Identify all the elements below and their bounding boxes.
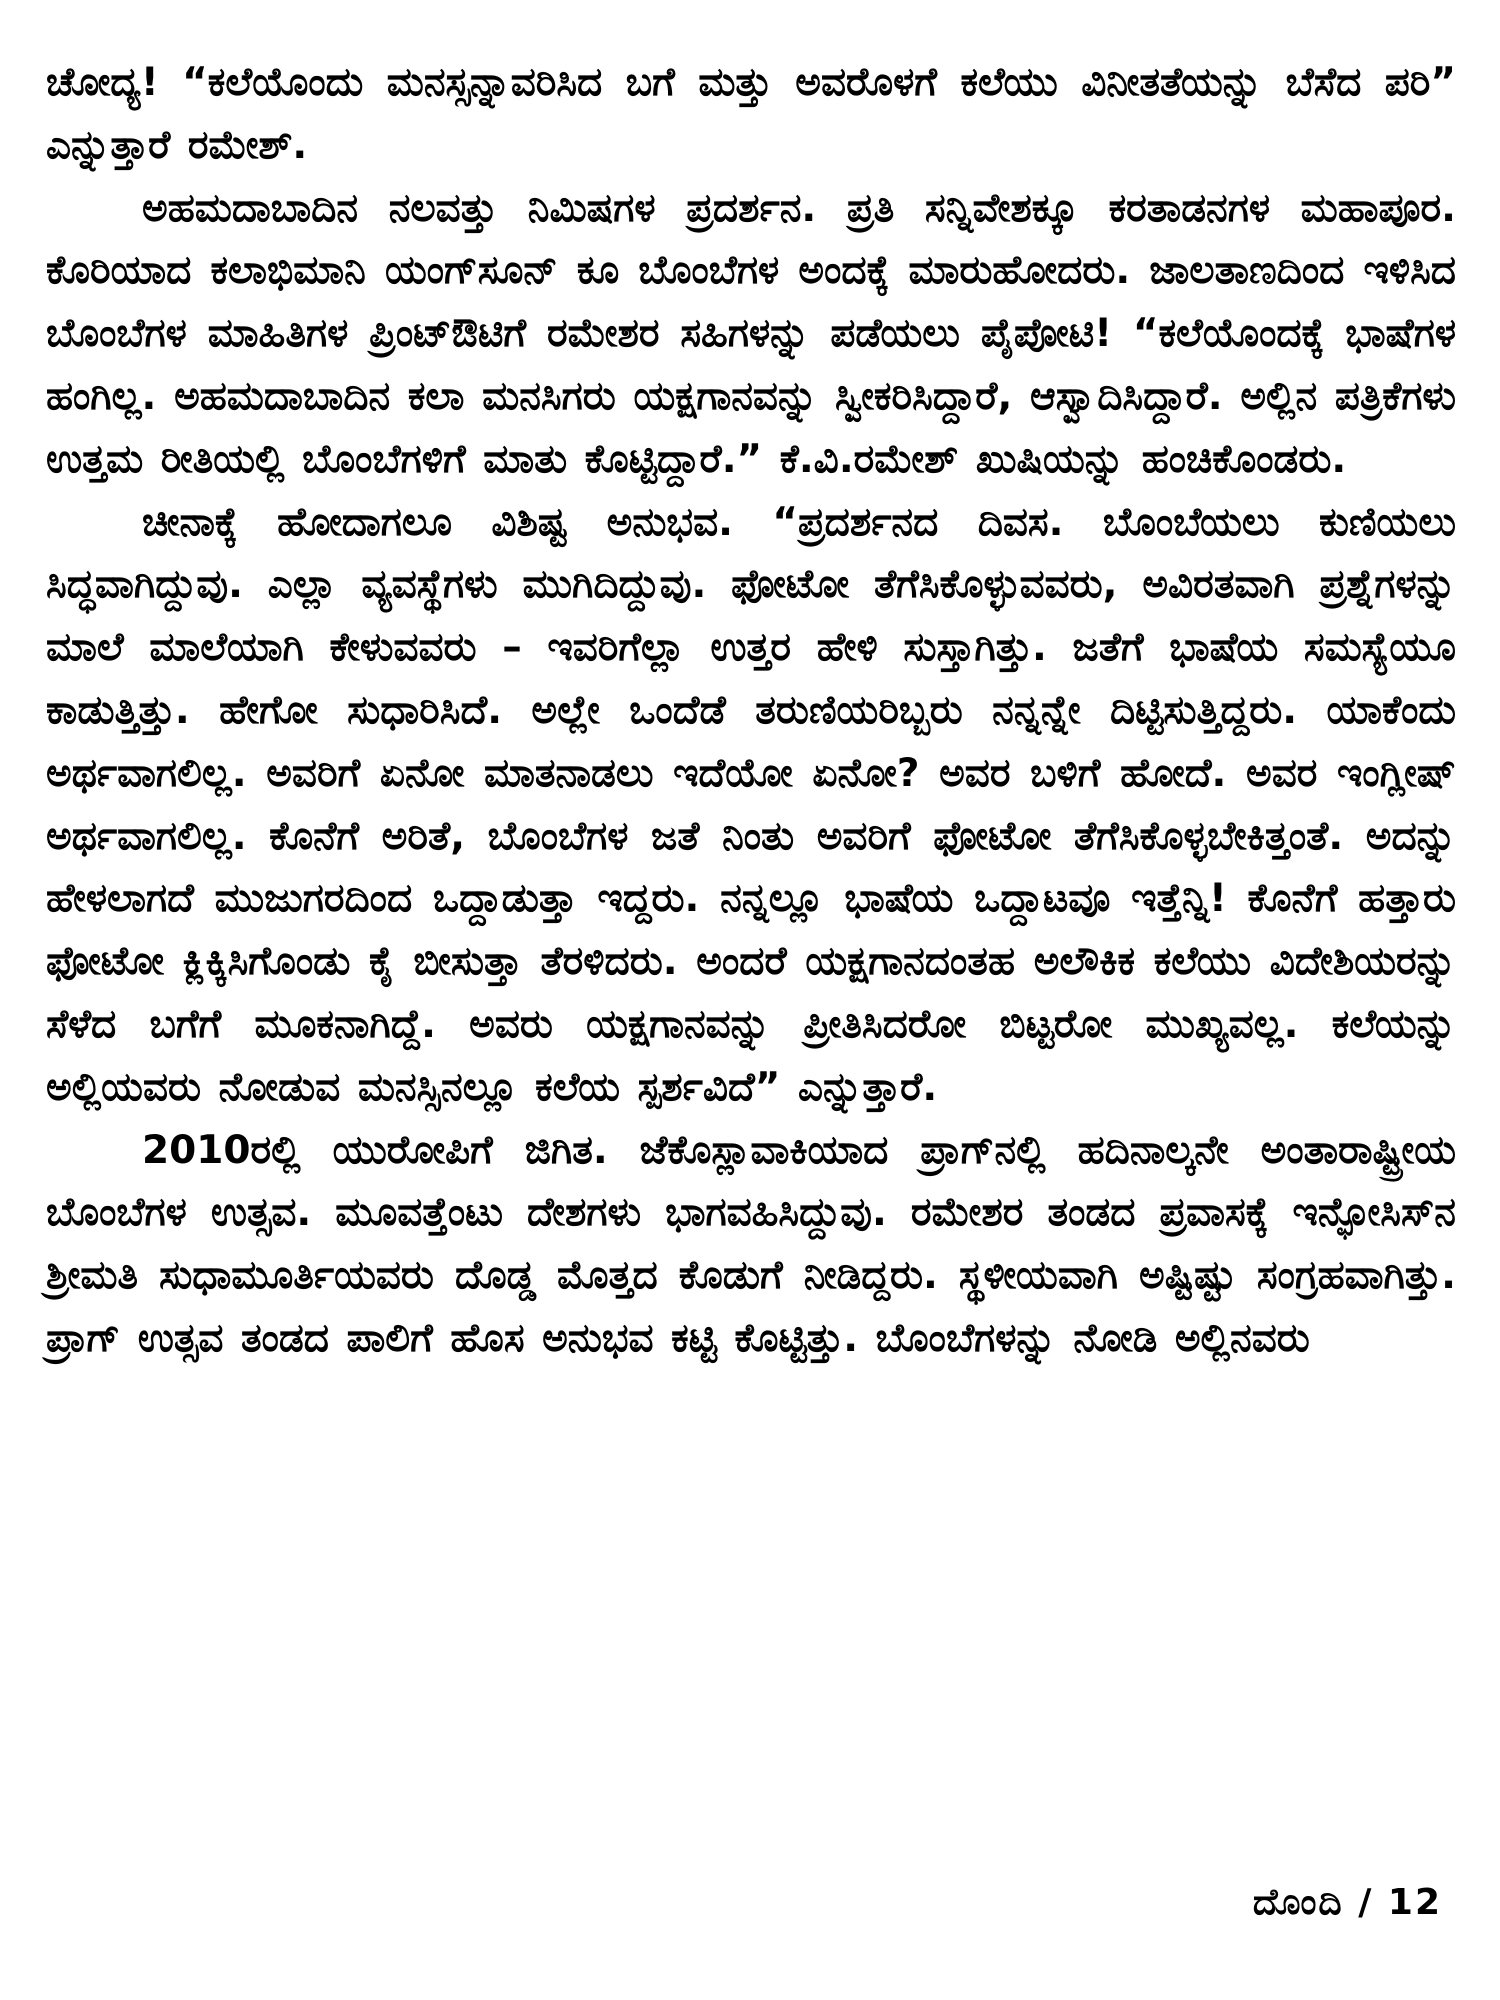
page-body <box>46 52 1456 1371</box>
page-footer: ದೊಂದಿ / 12 <box>1252 1882 1442 1923</box>
paragraph-4: 2010ರಲ್ಲಿ ಯುರೋಪಿಗೆ ಜಿಗಿತ. ಜೆಕೊಸ್ಲಾವಾಕಿಯಾದ ಪ್ರಾಗ್‌ನಲ್ಲಿ ಹದಿನಾಲ್ಕನೇ ಅಂತಾರಾಷ್ಟ್ರೀಯ ಬೊಂಬೆಗಳ ಉತ್ಸವ. ಮೂವತ್ತೆಂಟು ದೇಶಗಳು ಭಾಗವಹಿಸಿದ್ದುವು. ರಮೇಶರ ತಂಡದ ಪ್ರವಾಸಕ್ಕೆ ಇನ್ಫೋಸಿಸ್‌ನ ಶ್ರೀಮತಿ ಸುಧಾಮೂರ್ತಿಯವರು ದೊಡ್ಡ ಮೊತ್ತದ ಕೊಡುಗೆ ನೀಡಿದ್ದರು. ಸ್ಥಳೀಯವಾಗಿ ಅಷ್ಟಿಷ್ಟು ಸಂಗ್ರಹವಾಗಿತ್ತು. ಪ್ರಾಗ್ ಉತ್ಸವ ತಂಡದ ಪಾಲಿಗೆ ಹೊಸ ಅನುಭವ ಕಟ್ಟಿ ಕೊಟ್ಟಿತ್ತು. ಬೊಂಬೆಗಳನ್ನು ನೋಡಿ ಅಲ್ಲಿನವರು <box>46 1127 1456 1361</box>
paragraph-2: ಅಹಮದಾಬಾದಿನ ನಲವತ್ತು ನಿಮಿಷಗಳ ಪ್ರದರ್ಶನ. ಪ್ರತಿ ಸನ್ನಿವೇಶಕ್ಕೂ ಕರತಾಡನಗಳ ಮಹಾಪೂರ. ಕೊರಿಯಾದ ಕಲಾಭಿಮಾನಿ ಯಂಗ್‌ಸೂನ್ ಕೂ ಬೊಂಬೆಗಳ ಅಂದಕ್ಕೆ ಮಾರುಹೋದರು. ಜಾಲತಾಣದಿಂದ ಇಳಿಸಿದ ಬೊಂಬೆಗಳ ಮಾಹಿತಿಗಳ ಪ್ರಿಂಟ್‌ಔಟಿಗೆ ರಮೇಶರ ಸಹಿಗಳನ್ನು ಪಡೆಯಲು ಪೈಪೋಟಿ! “ಕಲೆಯೊಂದಕ್ಕೆ ಭಾಷೆಗಳ ಹಂಗಿಲ್ಲ. ಅಹಮದಾಬಾದಿನ ಕಲಾ ಮನಸಿಗರು ಯಕ್ಷಗಾನವನ್ನು ಸ್ವೀಕರಿಸಿದ್ದಾರೆ, ಆಸ್ವಾದಿಸಿದ್ದಾರೆ. ಅಲ್ಲಿನ ಪತ್ರಿಕೆಗಳು ಉತ್ತಮ ರೀತಿಯಲ್ಲಿ ಬೊಂಬೆಗಳಿಗೆ ಮಾತು ಕೊಟ್ಟಿದ್ದಾರೆ.” ಕೆ.ವಿ.ರಮೇಶ್ ಖುಷಿಯನ್ನು ಹಂಚಿಕೊಂಡರು. <box>46 185 1456 482</box>
paragraph-1: ಚೋದ್ಯ! “ಕಲೆಯೊಂದು ಮನಸ್ಸನ್ನಾವರಿಸಿದ ಬಗೆ ಮತ್ತು ಅವರೊಳಗೆ ಕಲೆಯು ವಿನೀತತೆಯನ್ನು ಬೆಸೆದ ಪರಿ” ಎನ್ನುತ್ತಾರೆ ರಮೇಶ್. <box>46 60 1456 168</box>
paragraph-3: ಚೀನಾಕ್ಕೆ ಹೋದಾಗಲೂ ವಿಶಿಷ್ಟ ಅನುಭವ. “ಪ್ರದರ್ಶನದ ದಿವಸ. ಬೊಂಬೆಯಲು ಕುಣಿಯಲು ಸಿದ್ಧವಾಗಿದ್ದುವು. ಎಲ್ಲಾ ವ್ಯವಸ್ಥೆಗಳು ಮುಗಿದಿದ್ದುವು. ಫೋಟೋ ತೆಗೆಸಿಕೊಳ್ಳುವವರು, ಅವಿರತವಾಗಿ ಪ್ರಶ್ನೆಗಳನ್ನು ಮಾಲೆ ಮಾಲೆಯಾಗಿ ಕೇಳುವವರು – ಇವರಿಗೆಲ್ಲಾ ಉತ್ತರ ಹೇಳಿ ಸುಸ್ತಾಗಿತ್ತು. ಜತೆಗೆ ಭಾಷೆಯ ಸಮಸ್ಯೆಯೂ ಕಾಡುತ್ತಿತ್ತು. ಹೇಗೋ ಸುಧಾರಿಸಿದೆ. ಅಲ್ಲೇ ಒಂದೆಡೆ ತರುಣಿಯರಿಬ್ಬರು ನನ್ನನ್ನೇ ದಿಟ್ಟಿಸುತ್ತಿದ್ದರು. ಯಾಕೆಂದು ಅರ್ಥವಾಗಲಿಲ್ಲ. ಅವರಿಗೆ ಏನೋ ಮಾತನಾಡಲು ಇದೆಯೋ ಏನೋ? ಅವರ ಬಳಿಗೆ ಹೋದೆ. ಅವರ ಇಂಗ್ಲೀಷ್ ಅರ್ಥವಾಗಲಿಲ್ಲ. ಕೊನೆಗೆ ಅರಿತೆ, ಬೊಂಬೆಗಳ ಜತೆ ನಿಂತು ಅವರಿಗೆ ಫೋಟೋ ತೆಗೆಸಿಕೊಳ್ಳಬೇಕಿತ್ತಂತೆ. ಅದನ್ನು ಹೇಳಲಾಗದೆ ಮುಜುಗರದಿಂದ ಒದ್ದಾಡುತ್ತಾ ಇದ್ದರು. ನನ್ನಲ್ಲೂ ಭಾಷೆಯ ಒದ್ದಾಟವೂ ಇತ್ತೆನ್ನಿ! ಕೊನೆಗೆ ಹತ್ತಾರು ಫೋಟೋ ಕ್ಲಿಕ್ಕಿಸಿಗೊಂಡು ಕೈ ಬೀಸುತ್ತಾ ತೆರಳಿದರು. ಅಂದರೆ ಯಕ್ಷಗಾನದಂತಹ ಅಲೌಕಿಕ ಕಲೆಯು ವಿದೇಶಿಯರನ್ನು ಸೆಳೆದ ಬಗೆಗೆ ಮೂಕನಾಗಿದ್ದೆ. ಅವರು ಯಕ್ಷಗಾನವನ್ನು ಪ್ರೀತಿಸಿದರೋ ಬಿಟ್ಟರೋ ಮುಖ್ಯವಲ್ಲ. ಕಲೆಯನ್ನು ಅಲ್ಲಿಯವರು ನೋಡುವ ಮನಸ್ಸಿನಲ್ಲೂ ಕಲೆಯ ಸ್ಪರ್ಶವಿದೆ” ಎನ್ನುತ್ತಾರೆ. <box>46 499 1456 1110</box>
